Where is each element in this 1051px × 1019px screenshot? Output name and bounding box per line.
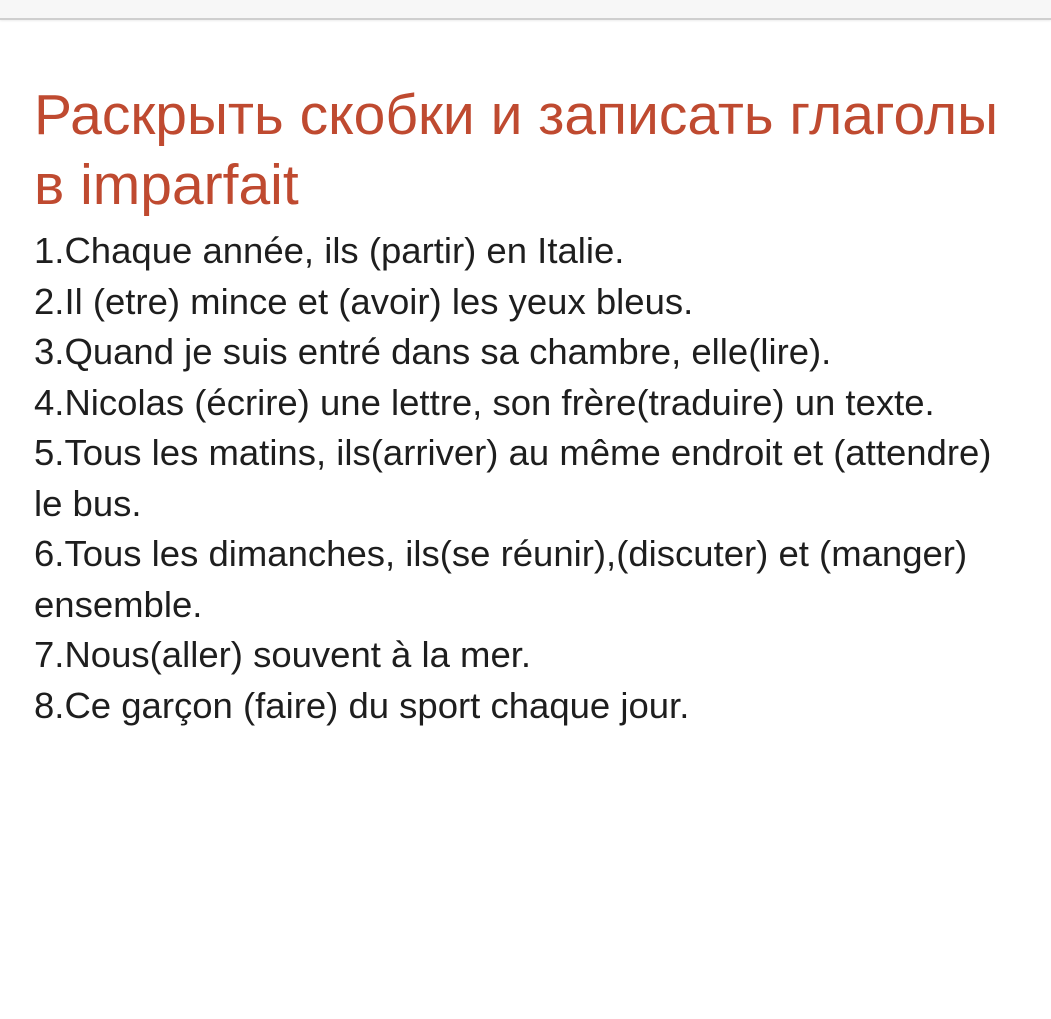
exercise-item-7: 7.Nous(aller) souvent à la mer. — [34, 634, 532, 675]
slide-title: Раскрыть скобки и записать глаголы в imparfait — [34, 83, 999, 217]
exercise-item-3: 3.Quand je suis entré dans sa chambre, elle(lire). — [34, 331, 832, 372]
exercise-item-8: 8.Ce garçon (faire) du sport chaque jour. — [34, 684, 690, 726]
exercise-item-4: 4.Nicolas (écrire) une lettre, son frère(traduire) un texte. — [34, 381, 935, 423]
exercise-list — [34, 226, 1024, 731]
top-edge-bar — [0, 0, 1051, 20]
exercise-item-2: 2.Il (etre) mince et (avoir) les yeux bleus. — [34, 280, 694, 322]
exercise-item-5: 5.Tous les matins, ils(arriver) au même endroit et (attendre) le bus. — [34, 432, 992, 524]
exercise-item-1: 1.Chaque année, ils (partir) en Italie. — [34, 230, 625, 271]
exercise-item-6: 6.Tous les dimanches, ils(se réunir),(discuter) et (manger) ensemble. — [34, 533, 968, 625]
